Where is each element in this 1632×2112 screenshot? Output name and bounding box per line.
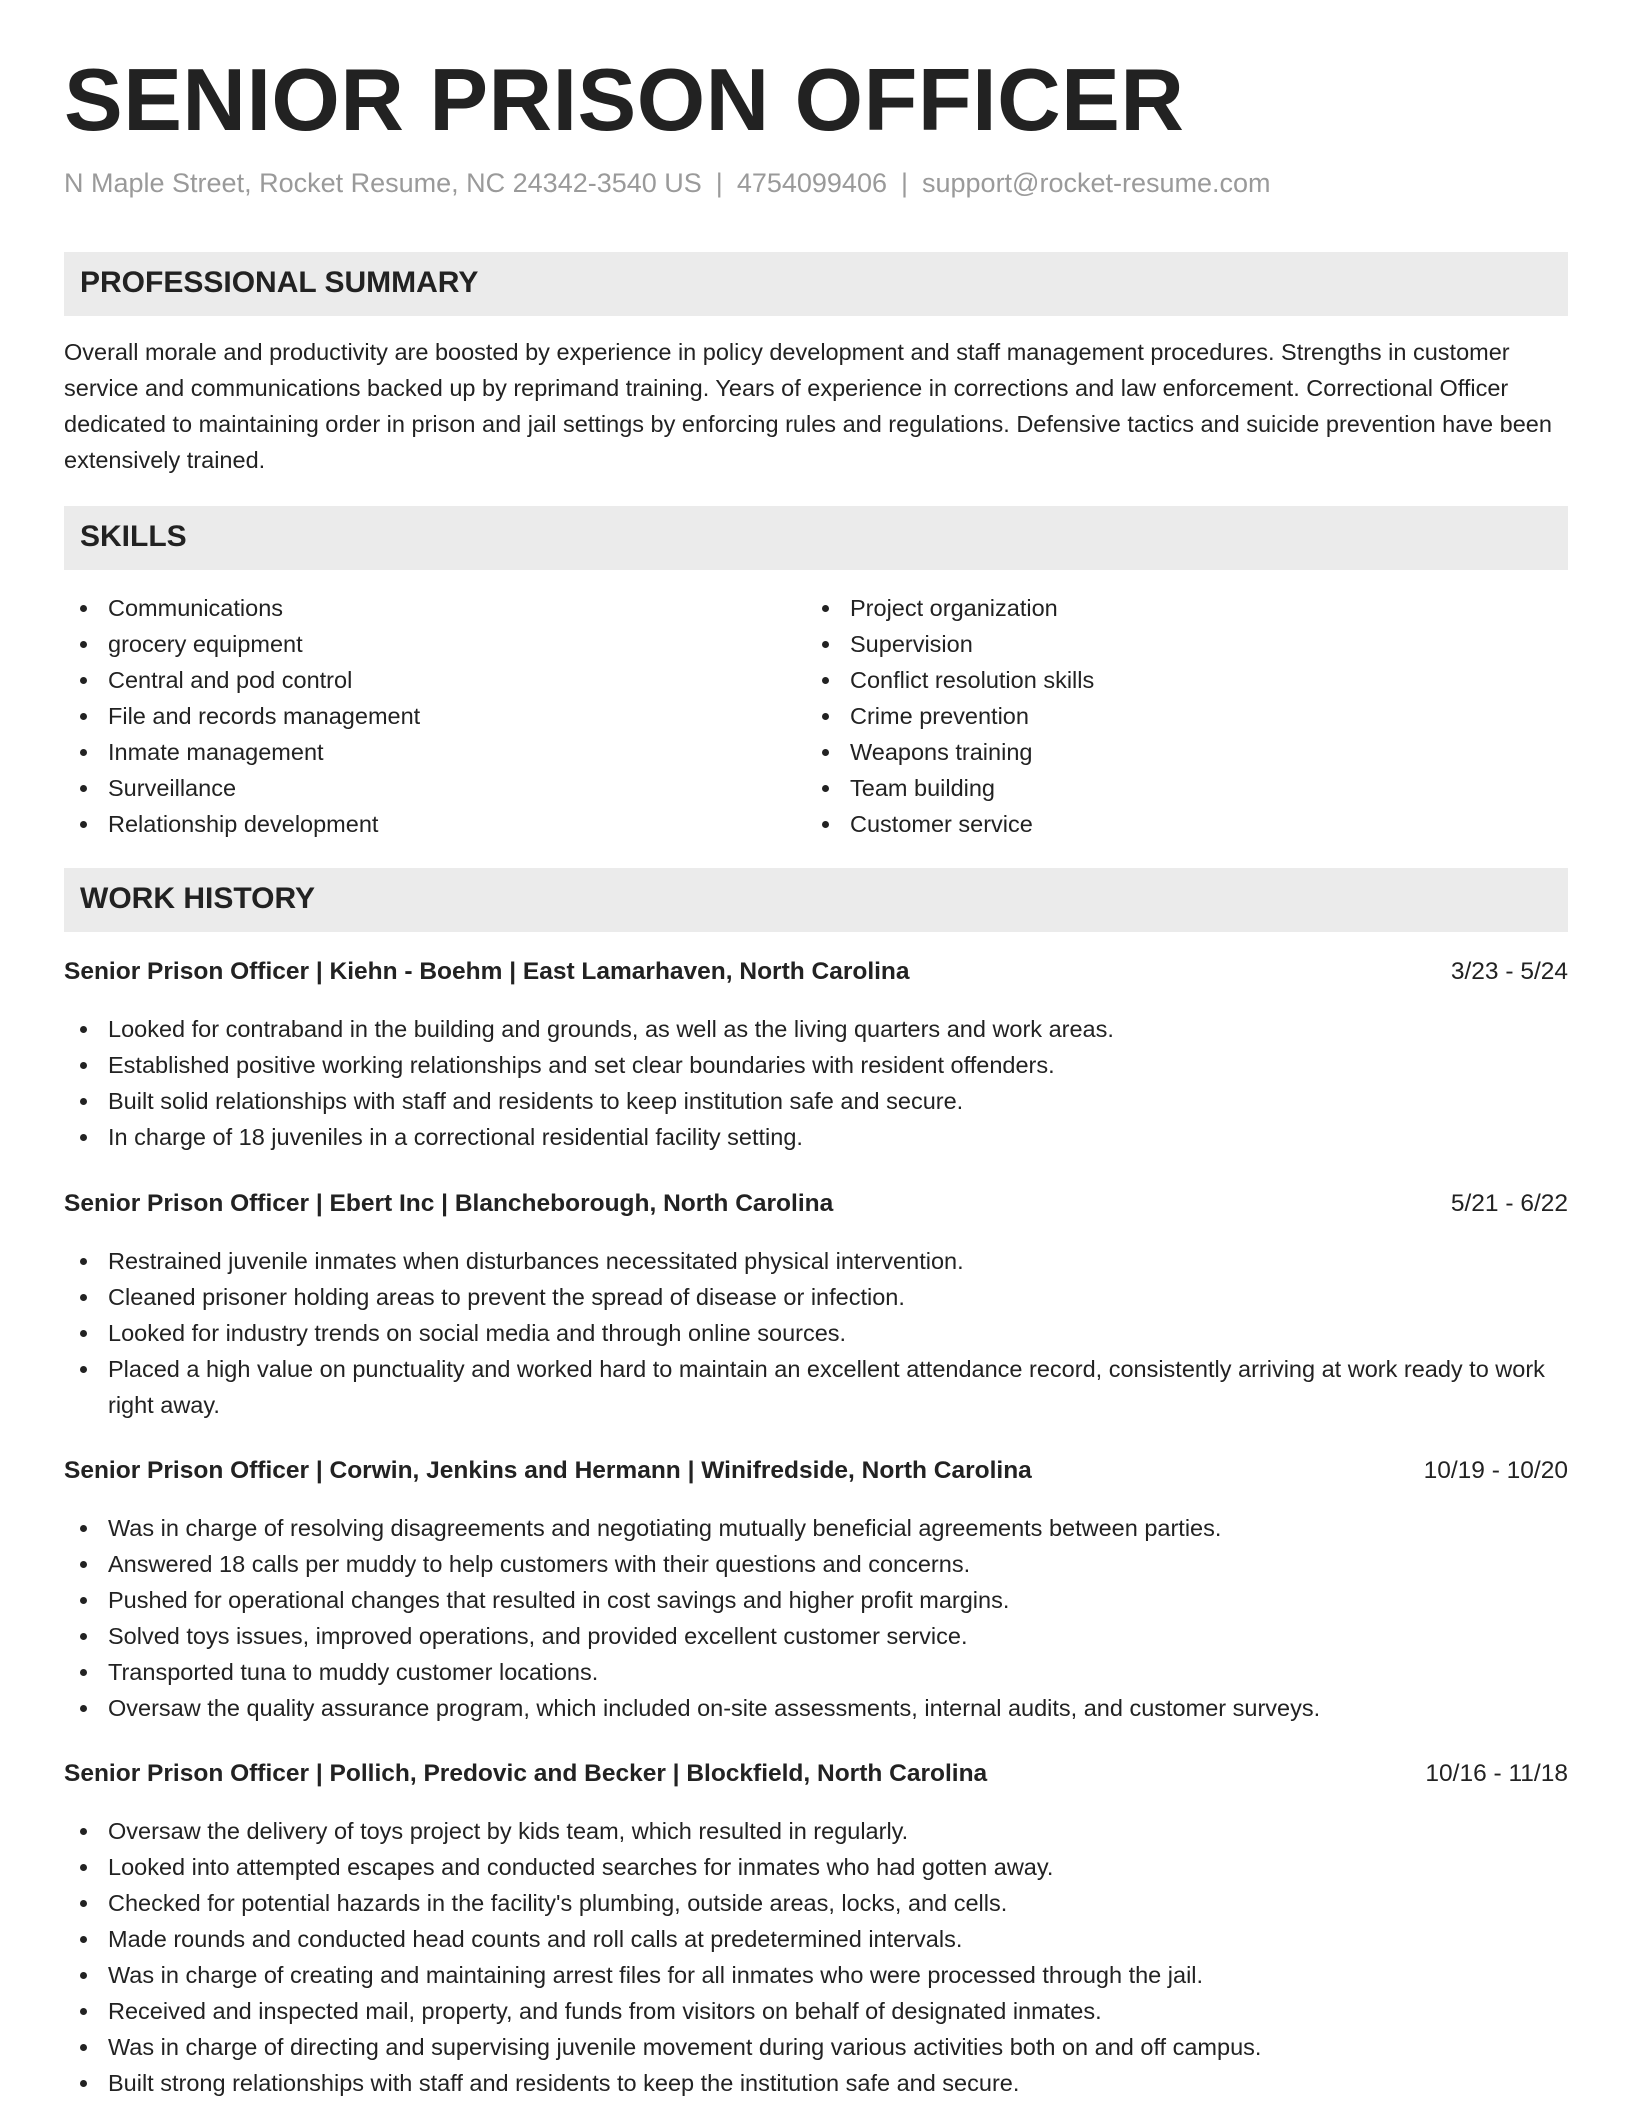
job-dates: 10/16 - 11/18 [1425, 1760, 1568, 1787]
job-title: Senior Prison Officer | Kiehn - Boehm | East Lamarhaven, North Carolina [64, 958, 910, 985]
contact-line [64, 168, 1271, 199]
job-dates: 10/19 - 10/20 [1423, 1457, 1568, 1484]
duty-item: Answered 18 calls per muddy to help customers with their questions and concerns. [64, 1546, 1568, 1582]
phone: 4754099406 [736, 168, 887, 198]
job-heading [64, 958, 1568, 986]
contact-separator: | [715, 168, 723, 198]
skill-item: Supervision [806, 626, 1548, 662]
duty-item: Restrained juvenile inmates when disturbances necessitated physical intervention. [64, 1243, 1568, 1279]
duty-item: Oversaw the quality assurance program, which included on-site assessments, internal audits, and customer surveys. [64, 1690, 1568, 1726]
job-duties [64, 1813, 1568, 2101]
duty-item: Checked for potential hazards in the facility's plumbing, outside areas, locks, and cells. [64, 1885, 1568, 1921]
duty-item: Was in charge of creating and maintaining arrest files for all inmates who were processed through the jail. [64, 1957, 1568, 1993]
skill-item: Surveillance [64, 770, 806, 806]
job-title: Senior Prison Officer | Pollich, Predovic and Becker | Blockfield, North Carolina [64, 1760, 988, 1787]
skills-column-right [806, 590, 1548, 842]
job-title: Senior Prison Officer | Corwin, Jenkins and Hermann | Winifredside, North Carolina [64, 1457, 1032, 1484]
skill-item: Crime prevention [806, 698, 1548, 734]
duty-item: Cleaned prisoner holding areas to prevent the spread of disease or infection. [64, 1279, 1568, 1315]
skill-item: Customer service [806, 806, 1548, 842]
duty-item: Solved toys issues, improved operations, and provided excellent customer service. [64, 1618, 1568, 1654]
duty-item: Received and inspected mail, property, and funds from visitors on behalf of designated inmates. [64, 1993, 1568, 2029]
job-duties [64, 1243, 1568, 1423]
duty-item: Oversaw the delivery of toys project by kids team, which resulted in regularly. [64, 1813, 1568, 1849]
job-duties [64, 1510, 1568, 1726]
address: N Maple Street, Rocket Resume, NC 24342-3540 US [64, 168, 702, 198]
skill-item: Central and pod control [64, 662, 806, 698]
section-header-skills [64, 506, 1568, 570]
skill-item: Communications [64, 590, 806, 626]
duty-item: Transported tuna to muddy customer locations. [64, 1654, 1568, 1690]
duty-item: Looked for industry trends on social media and through online sources. [64, 1315, 1568, 1351]
skill-item: Team building [806, 770, 1548, 806]
skill-item: Relationship development [64, 806, 806, 842]
duty-item: Built solid relationships with staff and residents to keep institution safe and secure. [64, 1083, 1568, 1119]
duty-item: Placed a high value on punctuality and worked hard to maintain an excellent attendance record, consistently arriving at work ready to work right away. [64, 1351, 1568, 1423]
duty-item: Made rounds and conducted head counts and roll calls at predetermined intervals. [64, 1921, 1568, 1957]
skill-item: Weapons training [806, 734, 1548, 770]
job-title: Senior Prison Officer | Ebert Inc | Blancheborough, North Carolina [64, 1190, 834, 1217]
duty-item: Established positive working relationships and set clear boundaries with resident offenders. [64, 1047, 1568, 1083]
skill-item: Conflict resolution skills [806, 662, 1548, 698]
job-duties [64, 1011, 1568, 1155]
skill-item: grocery equipment [64, 626, 806, 662]
email: support@rocket-resume.com [922, 168, 1271, 198]
section-header-summary [64, 252, 1568, 316]
contact-separator: | [900, 168, 908, 198]
duty-item: Looked into attempted escapes and conducted searches for inmates who had gotten away. [64, 1849, 1568, 1885]
skill-item: Project organization [806, 590, 1548, 626]
job-heading [64, 1190, 1568, 1218]
duty-item: Pushed for operational changes that resulted in cost savings and higher profit margins. [64, 1582, 1568, 1618]
section-title: SKILLS [80, 520, 187, 553]
skill-item: File and records management [64, 698, 806, 734]
skill-item: Inmate management [64, 734, 806, 770]
duty-item: Built strong relationships with staff and residents to keep the institution safe and secure. [64, 2065, 1568, 2101]
section-title: WORK HISTORY [80, 882, 316, 915]
duty-item: In charge of 18 juveniles in a correctional residential facility setting. [64, 1119, 1568, 1155]
duty-item: Was in charge of resolving disagreements and negotiating mutually beneficial agreements between parties. [64, 1510, 1568, 1546]
section-header-work-history [64, 868, 1568, 932]
candidate-name: SENIOR PRISON OFFICER [64, 50, 1185, 149]
section-title: PROFESSIONAL SUMMARY [80, 266, 479, 299]
skills-column-left [64, 590, 806, 842]
job-heading [64, 1760, 1568, 1788]
duty-item: Looked for contraband in the building and grounds, as well as the living quarters and work areas. [64, 1011, 1568, 1047]
job-heading [64, 1457, 1568, 1485]
summary-text: Overall morale and productivity are boosted by experience in policy development and staff management procedures. Strengths in customer service and communications backed up by reprimand training. Years of experience in corrections and law enforcement. Correctional Officer dedicated to maintaining order in prison and jail settings by enforcing rules and regulations. Defensive tactics and suicide prevention have been extensively trained. [64, 339, 1552, 473]
job-dates: 3/23 - 5/24 [1450, 958, 1568, 985]
duty-item: Was in charge of directing and supervising juvenile movement during various activities both on and off campus. [64, 2029, 1568, 2065]
job-dates: 5/21 - 6/22 [1450, 1190, 1568, 1217]
skills-list [64, 590, 1568, 842]
